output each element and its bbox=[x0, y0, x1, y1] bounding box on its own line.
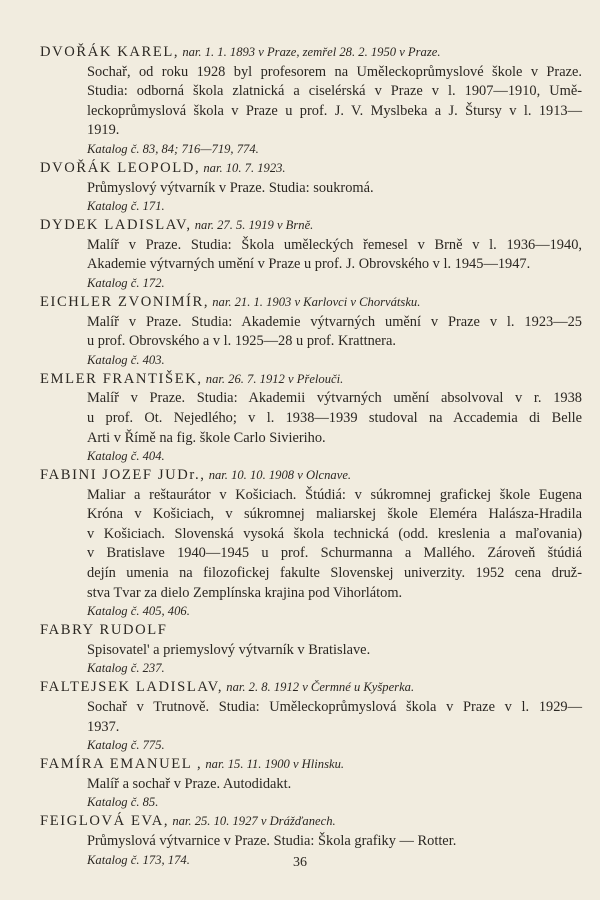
artist-birth-info: nar. 25. 10. 1927 v Drážďanech. bbox=[169, 814, 336, 829]
artist-entry bbox=[40, 678, 582, 754]
artist-name: FALTEJSEK LADISLAV, bbox=[40, 679, 224, 696]
biography-line: Akademie výtvarných umění v Praze u prof. J. Obrovského v l. 1945—1947. bbox=[87, 256, 531, 273]
artist-biography bbox=[87, 486, 582, 604]
biography-line: leckoprůmyslová škola v Praze u prof. J. V. Myslbeka a J. Štursy v l. 1913— bbox=[87, 102, 582, 119]
catalog-reference: Katalog č. 405, 406. bbox=[87, 604, 190, 619]
biography-line: dejín umenia na filozofickej fakulte Slovenskej univerzity. 1952 cena druž- bbox=[87, 565, 582, 582]
artist-birth-info: nar. 26. 7. 1912 v Přelouči. bbox=[202, 371, 344, 386]
biography-line: 1937. bbox=[87, 718, 120, 735]
artist-entries-list bbox=[40, 43, 582, 869]
artist-birth-info: nar. 27. 5. 1919 v Brně. bbox=[191, 218, 314, 233]
artist-heading bbox=[40, 293, 582, 313]
biography-line: Malíř v Praze. Studia: Akademie výtvarných umění v Praze v l. 1923—25 bbox=[87, 313, 582, 330]
biography-line: Sochař v Trutnově. Studia: Uměleckoprůmyslová škola v Praze v l. 1929— bbox=[87, 699, 582, 716]
artist-birth-info: nar. 1. 1. 1893 v Praze, zemřel 28. 2. 1950 v Praze. bbox=[179, 45, 441, 59]
artist-name: DVOŘÁK KAREL, bbox=[40, 44, 180, 60]
artist-heading bbox=[40, 370, 582, 390]
artist-biography bbox=[87, 832, 582, 852]
artist-heading bbox=[40, 466, 582, 486]
artist-name: FAMÍRA EMANUEL , bbox=[40, 756, 203, 773]
artist-name: FABINI JOZEF JUDr., bbox=[40, 467, 206, 484]
artist-heading bbox=[40, 678, 582, 698]
artist-biography bbox=[87, 179, 582, 199]
artist-biography bbox=[87, 389, 582, 448]
catalog-reference: Katalog č. 172. bbox=[87, 275, 165, 290]
biography-line: Malíř v Praze. Studia: Akademii výtvarných umění absolvoval v r. 1938 bbox=[87, 390, 582, 407]
catalog-reference: Katalog č. 404. bbox=[87, 449, 165, 464]
biography-line: Průmyslová výtvarnice v Praze. Studia: Škola grafiky — Rotter. bbox=[87, 833, 457, 849]
artist-biography bbox=[87, 641, 582, 661]
artist-birth-info: nar. 21. 1. 1903 v Karlovci v Chorvátsku. bbox=[209, 294, 421, 309]
biography-line: Sochař, od roku 1928 byl profesorem na Uměleckoprůmyslové škole v Praze. bbox=[87, 63, 582, 80]
artist-birth-info: nar. 10. 7. 1923. bbox=[200, 160, 286, 175]
artist-heading bbox=[40, 216, 582, 236]
artist-birth-info: nar. 10. 10. 1908 v Olcnave. bbox=[205, 468, 352, 483]
biography-line: Průmyslový výtvarník v Praze. Studia: soukromá. bbox=[87, 179, 374, 196]
artist-heading bbox=[40, 43, 582, 63]
artist-heading bbox=[40, 755, 582, 775]
artist-name: EICHLER ZVONIMÍR, bbox=[40, 293, 210, 310]
catalog-reference: Katalog č. 171. bbox=[87, 199, 165, 214]
biography-line: stva Tvar za dielo Zemplínska krajina pod Vihorlátom. bbox=[87, 584, 403, 601]
biography-line: u prof. Ot. Nejedlého; v l. 1938—1939 studoval na Accademia di Belle bbox=[87, 409, 582, 426]
artist-name: DYDEK LADISLAV, bbox=[40, 217, 192, 234]
biography-line: Studia: odborná škola zlatnická a ciselérská v Praze v l. 1907—1910, Umě- bbox=[87, 83, 582, 100]
catalog-reference: Katalog č. 237. bbox=[87, 661, 165, 676]
biography-line: v Bratislave 1940—1945 u prof. Schurmanna a Mallého. Zároveň štúdiá bbox=[87, 545, 582, 562]
artist-entry bbox=[40, 370, 582, 465]
artist-heading bbox=[40, 621, 582, 641]
artist-heading bbox=[40, 812, 582, 832]
artist-name: FABRY RUDOLF bbox=[40, 622, 168, 639]
artist-entry bbox=[40, 293, 582, 369]
catalog-reference: Katalog č. 403. bbox=[87, 352, 165, 367]
biography-line: Maliar a reštaurátor v Košiciach. Štúdiá: v súkromnej grafickej škole Eugena bbox=[87, 486, 582, 503]
artist-heading bbox=[40, 159, 582, 179]
biography-line: 1919. bbox=[87, 122, 120, 139]
biography-line: u prof. Obrovského a v l. 1925—28 u prof. Krattnera. bbox=[87, 333, 396, 350]
catalog-reference: Katalog č. 173, 174. bbox=[87, 852, 190, 867]
artist-birth-info: nar. 2. 8. 1912 v Čermné u Kyšperka. bbox=[223, 680, 415, 695]
artist-entry bbox=[40, 216, 582, 292]
catalog-reference: Katalog č. 775. bbox=[87, 738, 165, 753]
artist-entry bbox=[40, 621, 582, 677]
artist-name: EMLER FRANTIŠEK, bbox=[40, 370, 203, 387]
catalog-reference: Katalog č. 85. bbox=[87, 795, 159, 810]
artist-name: FEIGLOVÁ EVA, bbox=[40, 813, 170, 830]
biography-line: Króna v Košiciach, v súkromnej maliarskej škole Eleméra Halásza-Hradila bbox=[87, 506, 582, 523]
artist-entry bbox=[40, 159, 582, 215]
biography-line: Arti v Římě na fig. škole Carlo Sivieriho. bbox=[87, 429, 326, 446]
artist-biography bbox=[87, 236, 582, 275]
artist-entry bbox=[40, 43, 582, 158]
biography-line: Spisovatel' a priemyslový výtvarník v Bratislave. bbox=[87, 641, 371, 658]
artist-biography bbox=[87, 698, 582, 737]
artist-biography bbox=[87, 313, 582, 352]
biography-line: v Košiciach. Slovenská vysoká škola technická (odd. kreslenia a maľovania) bbox=[87, 525, 582, 542]
page-number: 36 bbox=[293, 855, 307, 870]
artist-name: DVOŘÁK LEOPOLD, bbox=[40, 159, 201, 176]
catalog-reference: Katalog č. 83, 84; 716—719, 774. bbox=[87, 141, 259, 156]
artist-biography bbox=[87, 775, 582, 795]
biography-line: Malíř v Praze. Studia: Škola uměleckých řemesel v Brně v l. 1936—1940, bbox=[87, 236, 582, 253]
artist-entry bbox=[40, 755, 582, 811]
artist-entry bbox=[40, 466, 582, 620]
artist-biography bbox=[87, 63, 582, 141]
artist-birth-info: nar. 15. 11. 1900 v Hlinsku. bbox=[202, 757, 345, 772]
biography-line: Malíř a sochař v Praze. Autodidakt. bbox=[87, 775, 292, 792]
